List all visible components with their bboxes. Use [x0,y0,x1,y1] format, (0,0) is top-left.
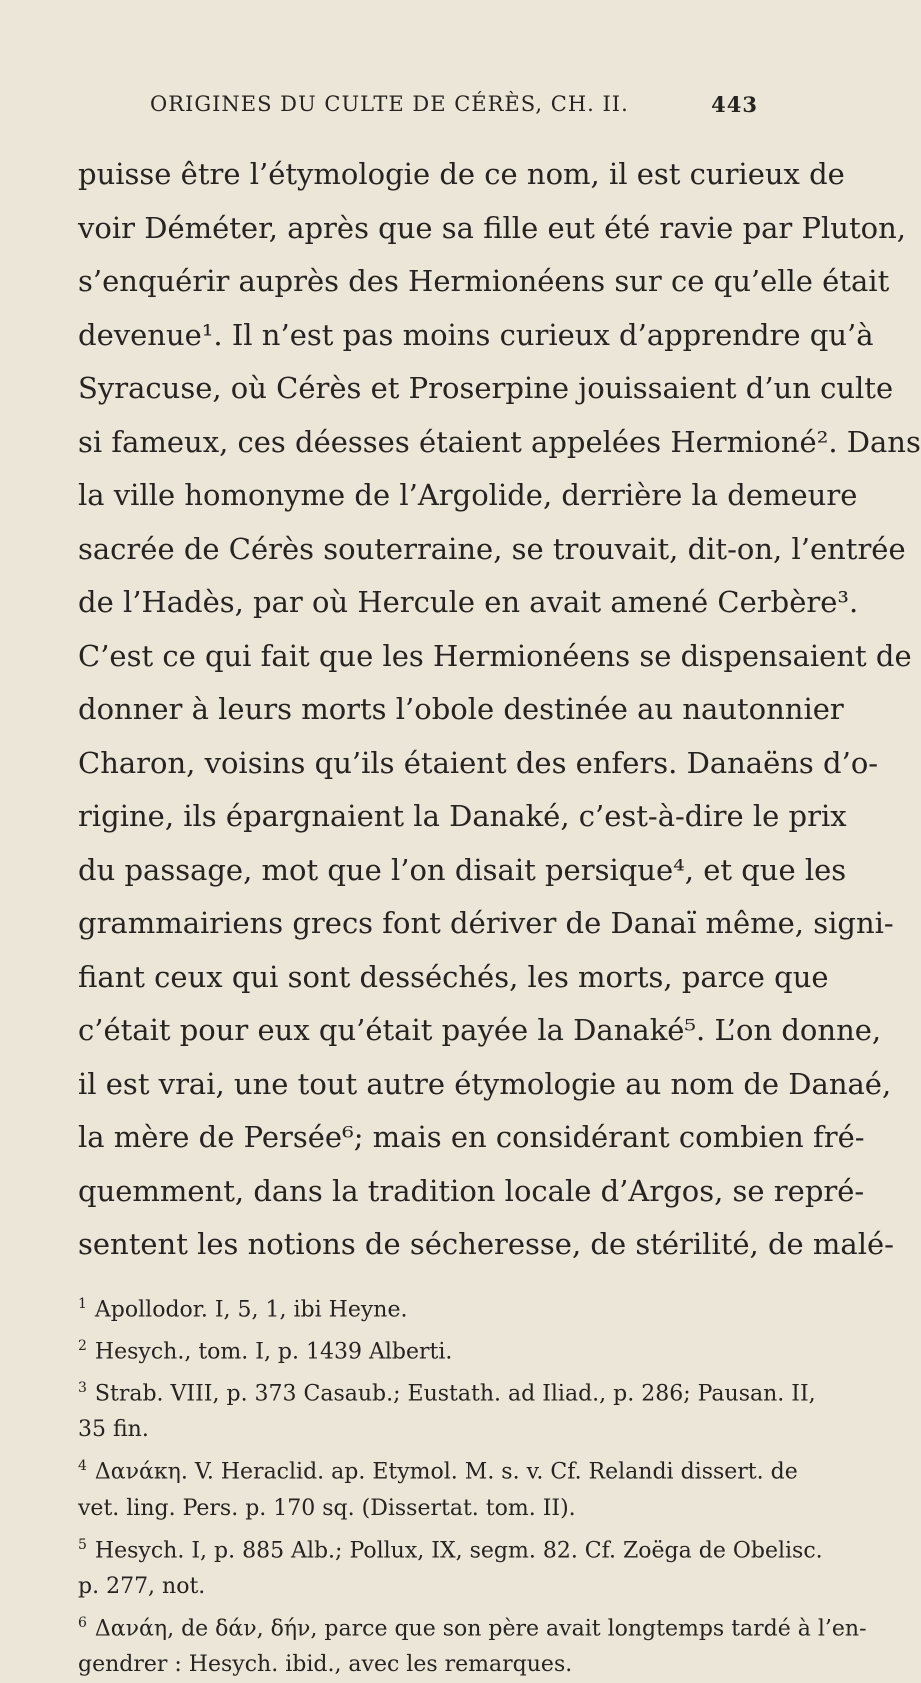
text-line: devenue¹. Il n’est pas moins curieux d’apprendre qu’à [78,309,760,363]
text-line: sacrée de Cérès souterraine, se trouvait, dit-on, l’entrée [78,523,760,577]
text-line: c’était pour eux qu’était payée la Danaké⁵. L’on donne, [78,1004,760,1058]
text-line: s’enquérir auprès des Hermionéens sur ce qu’elle était [78,255,760,309]
footnote-text: Δανάη, de δάν, δήν, parce que son père avait longtemps tardé à l’en- [95,1616,867,1641]
body-text [78,148,760,1272]
footnote-6 [78,1605,760,1683]
text-line: la ville homonyme de l’Argolide, derrière la demeure [78,469,760,523]
footnote-text: Hesych., tom. I, p. 1439 Alberti. [95,1339,452,1364]
footnote-number: 3 [78,1380,87,1396]
footnote-text-cont: p. 277, not. [78,1569,760,1605]
text-line: voir Déméter, après que sa fille eut été ravie par Pluton, [78,202,760,256]
footnote-4 [78,1448,760,1526]
footnote-number: 4 [78,1458,87,1474]
text-line: puisse être l’étymologie de ce nom, il est curieux de [78,148,760,202]
text-line: donner à leurs morts l’obole destinée au nautonnier [78,683,760,737]
footnote-text: Strab. VIII, p. 373 Casaub.; Eustath. ad Iliad., p. 286; Pausan. II, [95,1381,816,1406]
footnote-5 [78,1527,760,1605]
text-line: Charon, voisins qu’ils étaient des enfers. Danaëns d’o- [78,737,760,791]
footnote-text: Δανάκη. V. Heraclid. ap. Etymol. M. s. v. Cf. Relandi dissert. de [95,1460,798,1485]
text-line: de l’Hadès, par où Hercule en avait amené Cerbère³. [78,576,760,630]
footnote-3 [78,1370,760,1448]
text-line: du passage, mot que l’on disait persique⁴, et que les [78,844,760,898]
footnote-text: Apollodor. I, 5, 1, ibi Heyne. [95,1297,408,1322]
running-head [150,92,758,117]
footnote-number: 6 [78,1615,87,1631]
text-line: quemment, dans la tradition locale d’Argos, se repré- [78,1165,760,1219]
footnote-number: 1 [78,1296,87,1312]
text-line: fiant ceux qui sont desséchés, les morts, parce que [78,951,760,1005]
page-number: 443 [711,92,758,117]
footnote-number: 5 [78,1537,87,1553]
text-line: il est vrai, une tout autre étymologie au nom de Danaé, [78,1058,760,1112]
footnote-1 [78,1286,760,1328]
footnote-text-cont: gendrer : Hesych. ibid., avec les remarques. [78,1647,760,1683]
footnote-text-cont: vet. ling. Pers. p. 170 sq. (Dissertat. tom. II). [78,1491,760,1527]
text-line: sentent les notions de sécheresse, de stérilité, de malé- [78,1218,760,1272]
text-line: Syracuse, où Cérès et Proserpine jouissaient d’un culte [78,362,760,416]
footnote-2 [78,1328,760,1370]
running-title: ORIGINES DU CULTE DE CÉRÈS, CH. II. [150,92,629,117]
text-line: rigine, ils épargnaient la Danaké, c’est-à-dire le prix [78,790,760,844]
text-line: grammairiens grecs font dériver de Danaï même, signi- [78,897,760,951]
footnote-text-cont: 35 fin. [78,1412,760,1448]
text-line: si fameux, ces déesses étaient appelées Hermioné². Dans [78,416,760,470]
text-line: la mère de Persée⁶; mais en considérant combien fré- [78,1111,760,1165]
text-line: C’est ce qui fait que les Hermionéens se dispensaient de [78,630,760,684]
footnote-number: 2 [78,1338,87,1354]
footnote-text: Hesych. I, p. 885 Alb.; Pollux, IX, segm. 82. Cf. Zoëga de Obelisc. [95,1538,823,1563]
footnotes [78,1286,760,1683]
